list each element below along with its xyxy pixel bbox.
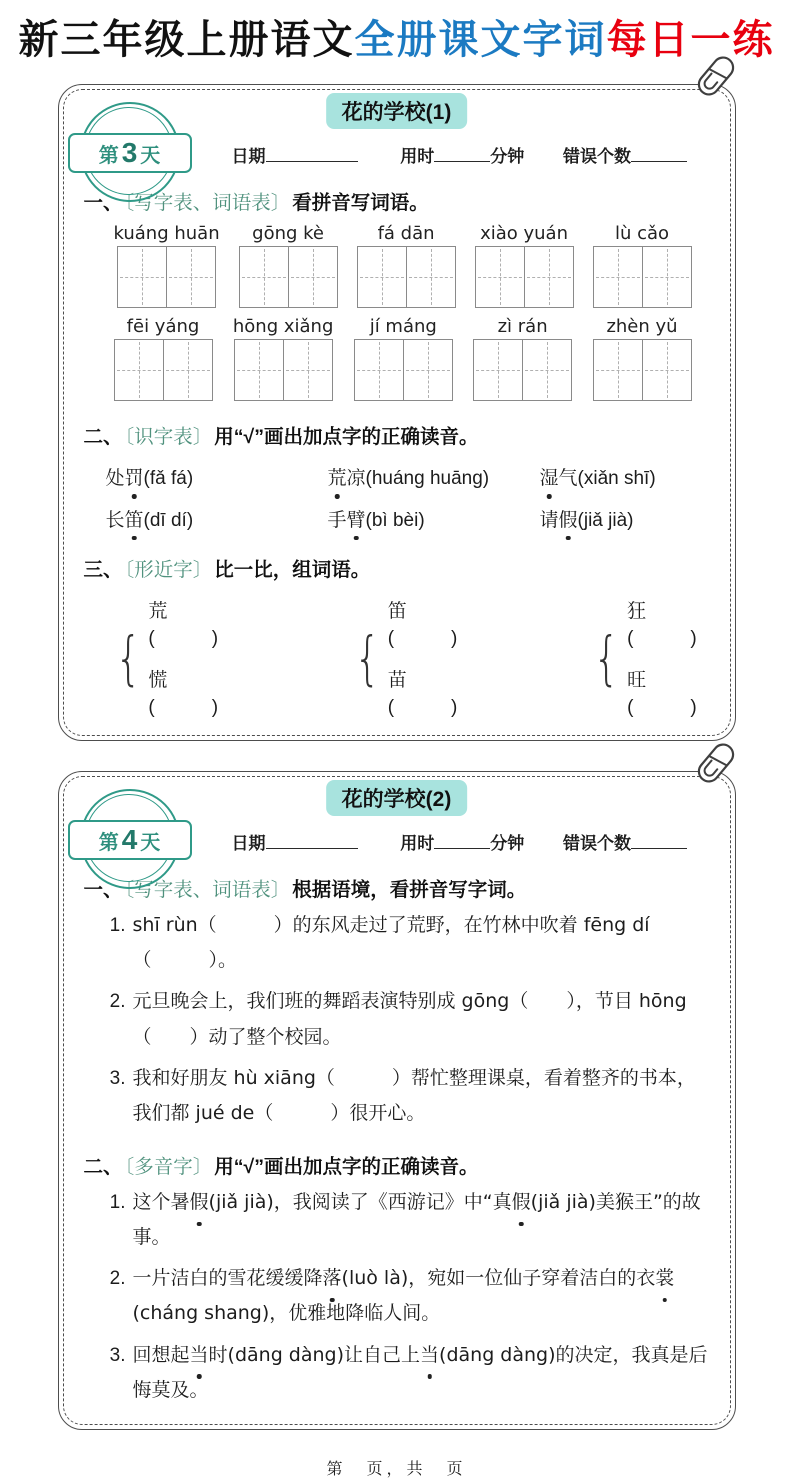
sentence-item [84,1185,710,1255]
pinyin-word-group [475,223,574,308]
dotted-char: 当 [190,1338,209,1373]
minutes-label: 分钟 [490,147,525,166]
section-number: 二、 [83,426,123,448]
pinyin-word: fēi yáng [126,316,200,337]
errors-blank-line [631,830,687,849]
text-segment: 凉(huáng huāng) [346,468,490,489]
pair-top: 狂( ) [627,601,697,650]
worksheet-card-day3 [58,84,736,741]
grid-cell [288,247,337,307]
section-tag: 〔写字表、词语表〕 [124,879,291,902]
grid-cell [115,340,163,400]
pronunciation-item [540,507,710,535]
writing-grid [593,339,692,401]
text-segment: (jiǎ jià) [577,509,634,531]
pinyin-word: gōng kè [252,223,325,244]
pinyin-word-group [239,223,338,308]
sentence-number: 1. [109,1191,126,1213]
date-label: 日期 [231,834,266,854]
grid-cell [642,340,691,400]
grid-cell [524,247,573,307]
dotted-char: 臂 [347,507,366,535]
day-prefix: 第 [98,144,119,167]
writing-grid [475,246,574,308]
sentence-number: 3. [109,1344,126,1366]
text-segment: 请 [539,509,559,531]
sentence-number: 3. [109,1067,126,1089]
section-title: 看拼音写词语。 [292,192,429,214]
sentence-text: shī rùn（ ）的东风走过了荒野，在竹林中吹着 fēng dí（ ）。 [132,914,650,972]
pinyin-word-group [114,223,220,308]
pinyin-word-group [233,316,334,401]
writing-grid [473,339,572,401]
dotted-char: 罚 [125,465,144,493]
section-heading-2 [84,1151,710,1179]
section-heading-3 [84,554,710,582]
grid-cell [474,340,522,400]
text-segment: (cháng shang)，优雅地降临人间。 [132,1302,441,1325]
section-tag: 〔形近字〕 [124,559,213,582]
text-segment: 时(dāng dàng)让自己上 [208,1343,421,1366]
date-blank-line [266,143,358,162]
minutes-label: 分钟 [490,834,525,854]
date-label: 日期 [231,147,266,166]
pinyin-word: fá dān [377,223,435,244]
dotted-char: 落 [323,1261,342,1296]
time-label: 用时 [400,147,435,166]
text-segment: 这个暑 [132,1190,190,1213]
text-segment: 一片洁白的雪花缓缓降 [132,1267,323,1290]
sentence-item [84,1338,710,1408]
pair-top: 荒( ) [148,601,219,650]
pinyin-word-group [357,223,456,308]
pinyin-word: kuáng huān [113,223,220,244]
word-pair [349,596,470,719]
section-heading-2 [84,421,710,449]
section-title: 根据语境，看拼音写字词。 [292,879,527,902]
pair-top: 笛( ) [387,601,458,650]
day-badge [68,789,192,891]
pronunciation-item [540,465,710,493]
section-tag: 〔多音字〕 [124,1155,213,1178]
writing-grid [239,246,338,308]
dotted-char: 假 [559,507,578,535]
text-segment: (jiǎ jià)，我阅读了《西游记》中“真 [208,1190,512,1213]
text-segment: (dāng dàng)的决定，我真是后悔莫及。 [132,1343,708,1401]
day-prefix: 第 [98,831,119,854]
grid-cell [240,247,288,307]
text-segment: 手 [327,509,347,531]
sentence-item [84,1261,710,1331]
day-number: 3 [121,137,138,168]
sentence-number: 1. [109,915,126,937]
time-blank-line [434,830,490,849]
page-title [0,18,793,62]
lesson-title-badge: 花的学校(1) [326,93,468,129]
grid-cell [594,247,642,307]
writing-grid [234,339,333,401]
grid-cell [403,340,452,400]
errors-label: 错误个数 [562,147,631,166]
grid-cell [522,340,571,400]
pinyin-word: zì rán [497,316,548,337]
writing-grid [593,246,692,308]
day-badge-label [68,133,192,173]
sentence-text: 我和好朋友 hù xiāng（ ）帮忙整理课桌，看着整齐的书本，我们都 jué de（ ）很开心。 [132,1066,696,1124]
dotted-char: 当 [420,1338,439,1373]
dotted-char: 裳 [655,1261,674,1296]
section-number: 二、 [83,1155,123,1178]
pinyin-grid-row-1 [84,223,710,308]
sentence-text [133,1185,710,1255]
pair-bottom: 慌( ) [148,670,219,719]
section-title: 用“√”画出加点字的正确读音。 [214,426,479,448]
pronunciation-item [106,465,328,493]
pinyin-word: lù cǎo [614,223,670,244]
grid-cell [642,247,691,307]
errors-label: 错误个数 [562,834,631,854]
section-tag: 〔识字表〕 [124,426,213,448]
word-pair [110,596,231,719]
day-number: 4 [121,824,138,856]
writing-grid [354,339,453,401]
time-label: 用时 [400,834,435,854]
day-badge-label [68,820,192,860]
section-tag: 〔写字表、词语表〕 [124,192,291,214]
sentence-number: 2. [109,1268,126,1290]
brace-icon: { [353,623,381,692]
dotted-char: 湿 [540,465,559,493]
meta-line [232,829,710,854]
pinyin-word-group [593,223,692,308]
text-segment: (jiǎ jià)美猴王”的故事。 [132,1190,701,1249]
section-number: 一、 [83,879,123,902]
lesson-title-badge: 花的学校(2) [326,780,468,816]
day-suffix: 天 [140,144,161,167]
title-part-blue: 全册课文字词 [354,17,607,62]
pair-bottom: 苗( ) [387,670,458,719]
text-segment: 长 [105,509,125,531]
sentence-text [133,1338,710,1408]
pinyin-word: xiào yuán [480,223,568,244]
worksheet-card-day4 [58,771,736,1430]
text-segment: 回想起 [132,1343,190,1366]
section-number: 三、 [83,559,123,582]
time-blank-line [434,143,490,162]
text-segment: (dī dí) [143,509,194,531]
pinyin-word-group [473,316,572,401]
date-blank-line [266,830,358,849]
grid-cell [163,340,212,400]
sentence-item [84,1061,710,1131]
text-segment: 气(xiǎn shī) [558,468,656,489]
grid-cell [358,247,406,307]
pinyin-word-group [354,316,453,401]
grid-cell [283,340,332,400]
sentence-text: 元旦晚会上，我们班的舞蹈表演特别成 gōng（ ），节目 hōng（ ）动了整个校园。 [132,990,687,1048]
text-segment: (luò là)，宛如一位仙子穿着洁白的衣 [341,1267,656,1290]
errors-blank-line [631,143,687,162]
grid-cell [235,340,283,400]
meta-line [232,142,710,167]
pronunciation-item [328,465,540,493]
brace-icon: { [593,623,620,692]
pronunciation-item [328,507,540,535]
dotted-char: 假 [512,1185,531,1220]
card-content [63,776,731,1425]
pinyin-word: zhèn yǔ [606,316,678,337]
grid-cell [406,247,455,307]
word-pair [588,596,709,719]
sentence-item [84,984,710,1054]
dotted-char: 荒 [328,465,347,493]
pinyin-word: jí máng [369,316,437,337]
pinyin-grid-row-2 [84,316,710,401]
grid-cell [355,340,403,400]
pinyin-word-group [593,316,692,401]
title-part-red: 每日一练 [606,17,775,62]
section-number: 一、 [83,192,123,214]
card-content [63,89,731,736]
grid-cell [118,247,166,307]
dotted-char: 笛 [125,507,144,535]
pronunciation-items [106,465,710,534]
grid-cell [166,247,215,307]
pinyin-word-group [114,316,213,401]
section-title: 比一比，组词语。 [214,559,371,582]
grid-cell [476,247,524,307]
writing-grid [357,246,456,308]
day-badge [68,102,192,204]
writing-grid [114,339,213,401]
text-segment: (bì bèi) [365,509,425,531]
writing-grid [117,246,216,308]
dotted-char: 假 [190,1185,209,1220]
footer-page-info: 第 页，共 页 [326,1460,467,1478]
day-suffix: 天 [140,831,161,854]
pinyin-word: hōng xiǎng [232,316,334,337]
pronunciation-item [106,507,328,535]
section-title: 用“√”画出加点字的正确读音。 [214,1155,479,1178]
text-segment: 处 [105,468,125,489]
pair-bottom: 旺( ) [627,670,697,719]
text-segment: (fǎ fá) [143,468,194,489]
sentence-number: 2. [109,991,126,1013]
brace-icon: { [114,623,142,692]
sentence-item [84,908,710,978]
word-pairs [110,596,710,719]
title-part-black: 新三年级上册语文 [18,17,355,62]
sentence-text [133,1261,710,1331]
grid-cell [594,340,642,400]
